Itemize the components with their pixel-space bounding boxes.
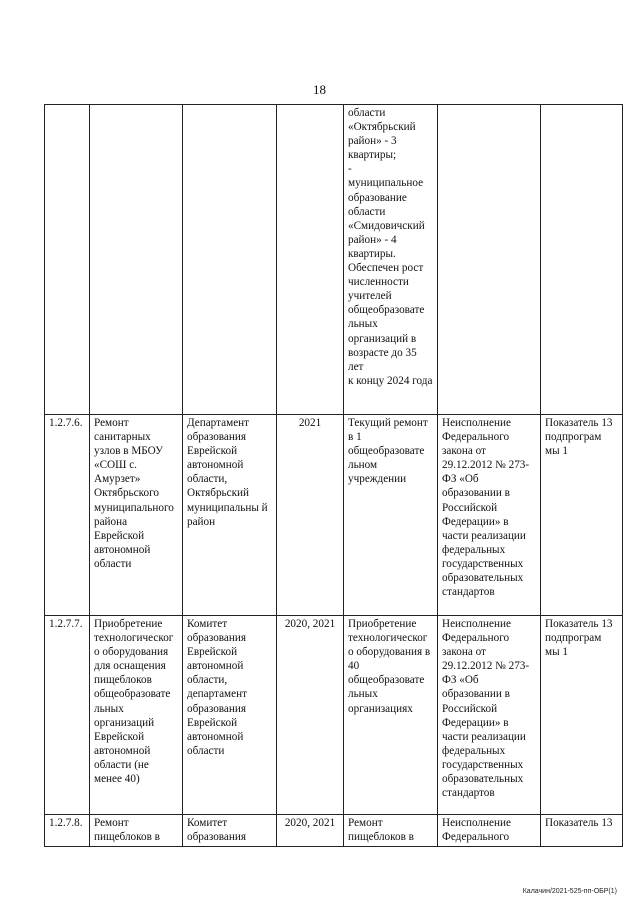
cell-number: 1.2.7.6. <box>45 415 90 616</box>
cell-years: 2021 <box>277 415 344 616</box>
cell-consequence: Неисполнение Федерального <box>438 815 541 847</box>
cell-consequence: Неисполнение Федерального закона от 29.12.2012 № 273-ФЗ «Об образовании в Российской Федерации» в части реализации федеральных государственных образовательных стандартов <box>438 616 541 815</box>
cell-name: Ремонт санитарных узлов в МБОУ «СОШ с. Амурзет» Октябрьского муниципального района Еврейской автономной области <box>90 415 183 616</box>
cell-result: Приобретение технологическог о оборудования в 40 общеобразовате льных организациях <box>344 616 438 815</box>
cell-number: 1.2.7.7. <box>45 616 90 815</box>
cell-years: 2020, 2021 <box>277 815 344 847</box>
cell-name <box>90 105 183 415</box>
table-row <box>45 105 623 415</box>
cell-consequence <box>438 105 541 415</box>
cell-executor: Департамент образования Еврейской автономной области, Октябрьский муниципальны й район <box>183 415 277 616</box>
table-row <box>45 815 623 847</box>
cell-number <box>45 105 90 415</box>
document-footer-code: Калачин/2021-525-пп-ОБР(1) <box>522 888 617 895</box>
cell-name: Приобретение технологическог о оборудования для оснащения пищеблоков общеобразовате льных организаций Еврейской автономной области (не менее 40) <box>90 616 183 815</box>
cell-name: Ремонт пищеблоков в <box>90 815 183 847</box>
page-number: 18 <box>313 82 326 97</box>
table-row <box>45 616 623 815</box>
table-row <box>45 415 623 616</box>
cell-executor <box>183 105 277 415</box>
cell-result: Ремонт пищеблоков в <box>344 815 438 847</box>
cell-indicator: Показатель 13 подпрограм мы 1 <box>541 616 623 815</box>
cell-number: 1.2.7.8. <box>45 815 90 847</box>
cell-indicator: Показатель 13 подпрограм мы 1 <box>541 415 623 616</box>
cell-result: Текущий ремонт в 1 общеобразовате льном учреждении <box>344 415 438 616</box>
cell-result: области «Октябрьский район» - 3 квартиры; - муниципальное образование области «Смидовичский район» - 4 квартиры. Обеспечен рост численности учителей общеобразовате льных организаций в возрасте до 35 лет к концу 2024 года <box>344 105 438 415</box>
cell-indicator: Показатель 13 <box>541 815 623 847</box>
program-table <box>44 104 623 847</box>
cell-executor: Комитет образования Еврейской автономной области, департамент образования Еврейской автономной области <box>183 616 277 815</box>
cell-executor: Комитет образования <box>183 815 277 847</box>
cell-indicator <box>541 105 623 415</box>
cell-years <box>277 105 344 415</box>
cell-years: 2020, 2021 <box>277 616 344 815</box>
cell-consequence: Неисполнение Федерального закона от 29.12.2012 № 273-ФЗ «Об образовании в Российской Федерации» в части реализации федеральных государственных образовательных стандартов <box>438 415 541 616</box>
